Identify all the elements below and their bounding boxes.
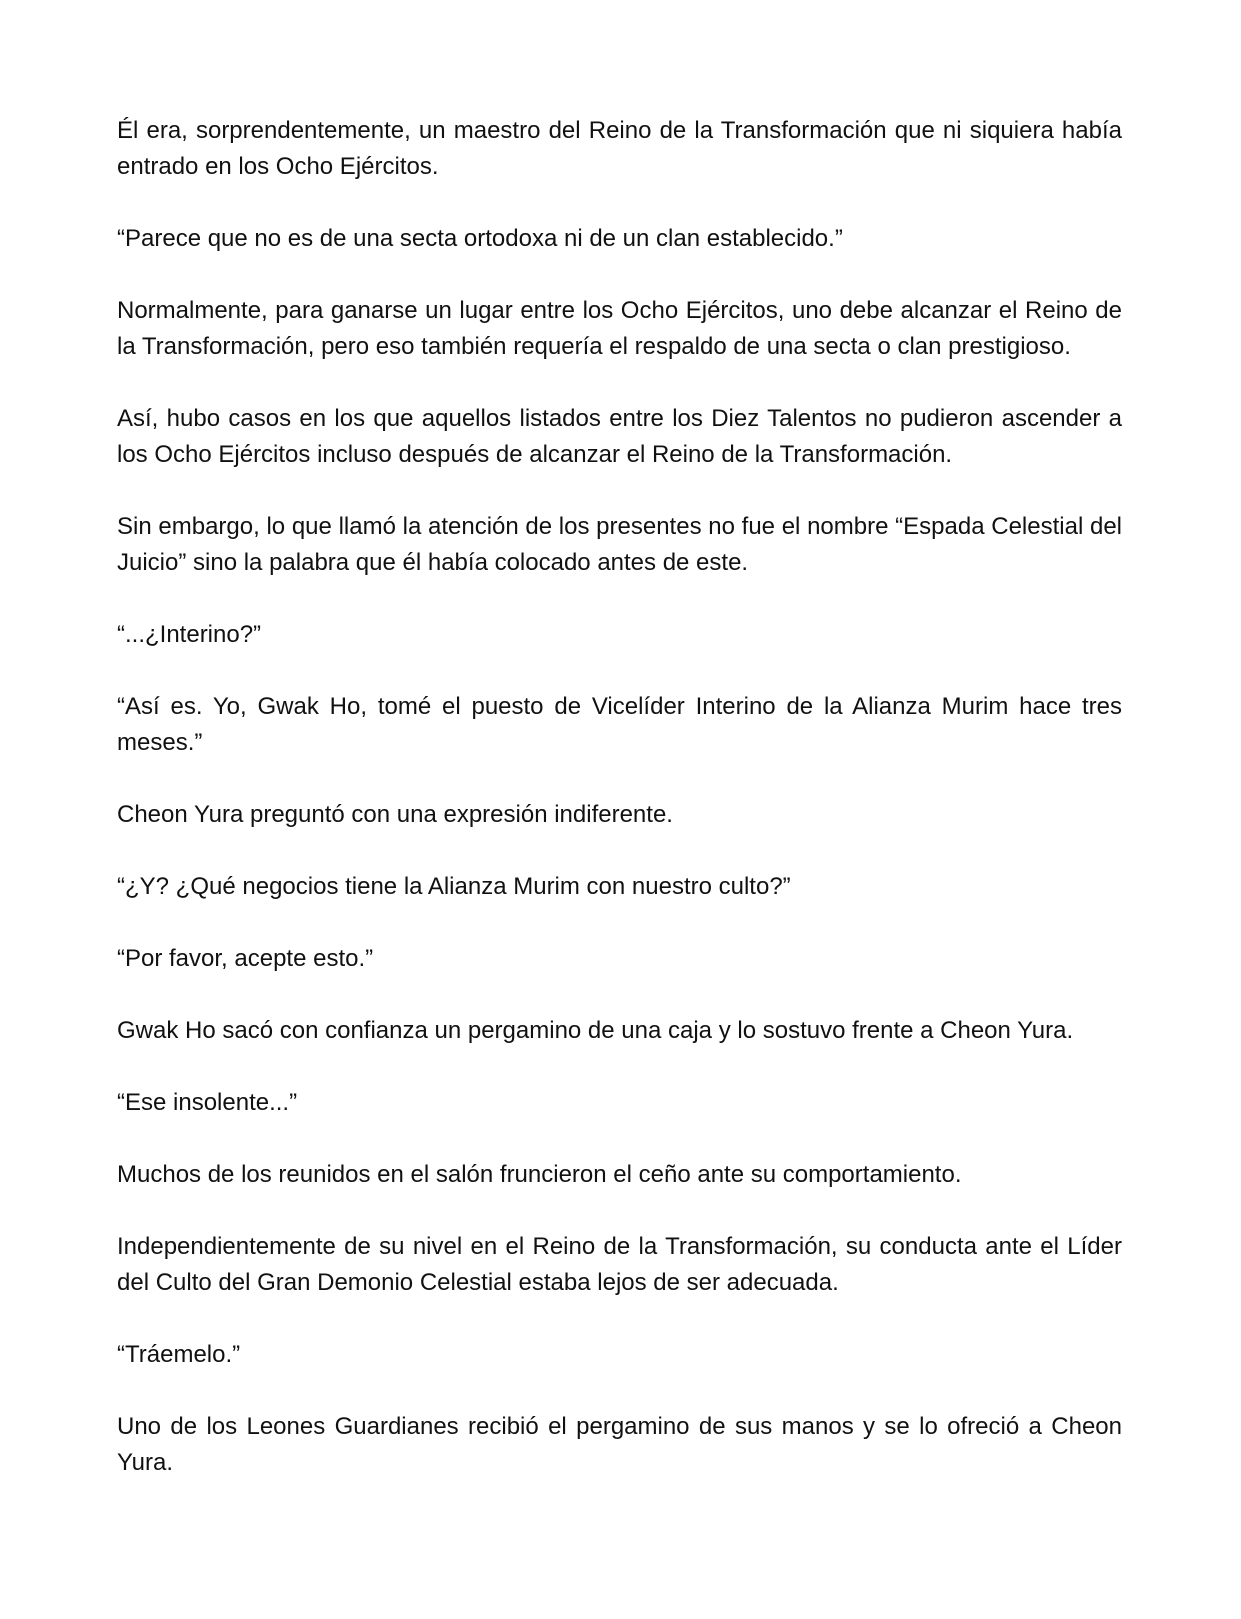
paragraph-1: Él era, sorprendentemente, un maestro del Reino de la Transformación que ni siquiera había entrado en los Ocho Ejércitos. xyxy=(117,117,1122,180)
paragraph-12: “Ese insolente...” xyxy=(117,1089,298,1116)
document-page xyxy=(117,113,1122,1481)
paragraph-13: Muchos de los reunidos en el salón fruncieron el ceño ante su comportamiento. xyxy=(117,1161,962,1188)
paragraph-3: Normalmente, para ganarse un lugar entre los Ocho Ejércitos, uno debe alcanzar el Reino de la Transformación, pero eso también requería el respaldo de una secta o clan prestigioso. xyxy=(117,297,1122,360)
paragraph-5: Sin embargo, lo que llamó la atención de los presentes no fue el nombre “Espada Celestial del Juicio” sino la palabra que él había colocado antes de este. xyxy=(117,513,1122,576)
paragraph-14: Independientemente de su nivel en el Reino de la Transformación, su conducta ante el Líder del Culto del Gran Demonio Celestial estaba lejos de ser adecuada. xyxy=(117,1233,1122,1296)
paragraph-16: Uno de los Leones Guardianes recibió el pergamino de sus manos y se lo ofreció a Cheon Yura. xyxy=(117,1413,1122,1476)
paragraph-9: “¿Y? ¿Qué negocios tiene la Alianza Murim con nuestro culto?” xyxy=(117,873,791,900)
paragraph-2: “Parece que no es de una secta ortodoxa ni de un clan establecido.” xyxy=(117,225,843,252)
paragraph-11: Gwak Ho sacó con confianza un pergamino de una caja y lo sostuvo frente a Cheon Yura. xyxy=(117,1017,1074,1044)
paragraph-4: Así, hubo casos en los que aquellos listados entre los Diez Talentos no pudieron ascender a los Ocho Ejércitos incluso después de alcanzar el Reino de la Transformación. xyxy=(117,405,1122,468)
paragraph-8: Cheon Yura preguntó con una expresión indiferente. xyxy=(117,801,673,828)
paragraph-10: “Por favor, acepte esto.” xyxy=(117,945,374,972)
paragraph-6: “...¿Interino?” xyxy=(117,621,262,648)
paragraph-15: “Tráemelo.” xyxy=(117,1341,241,1368)
paragraph-7: “Así es. Yo, Gwak Ho, tomé el puesto de Vicelíder Interino de la Alianza Murim hace tres meses.” xyxy=(117,693,1122,756)
